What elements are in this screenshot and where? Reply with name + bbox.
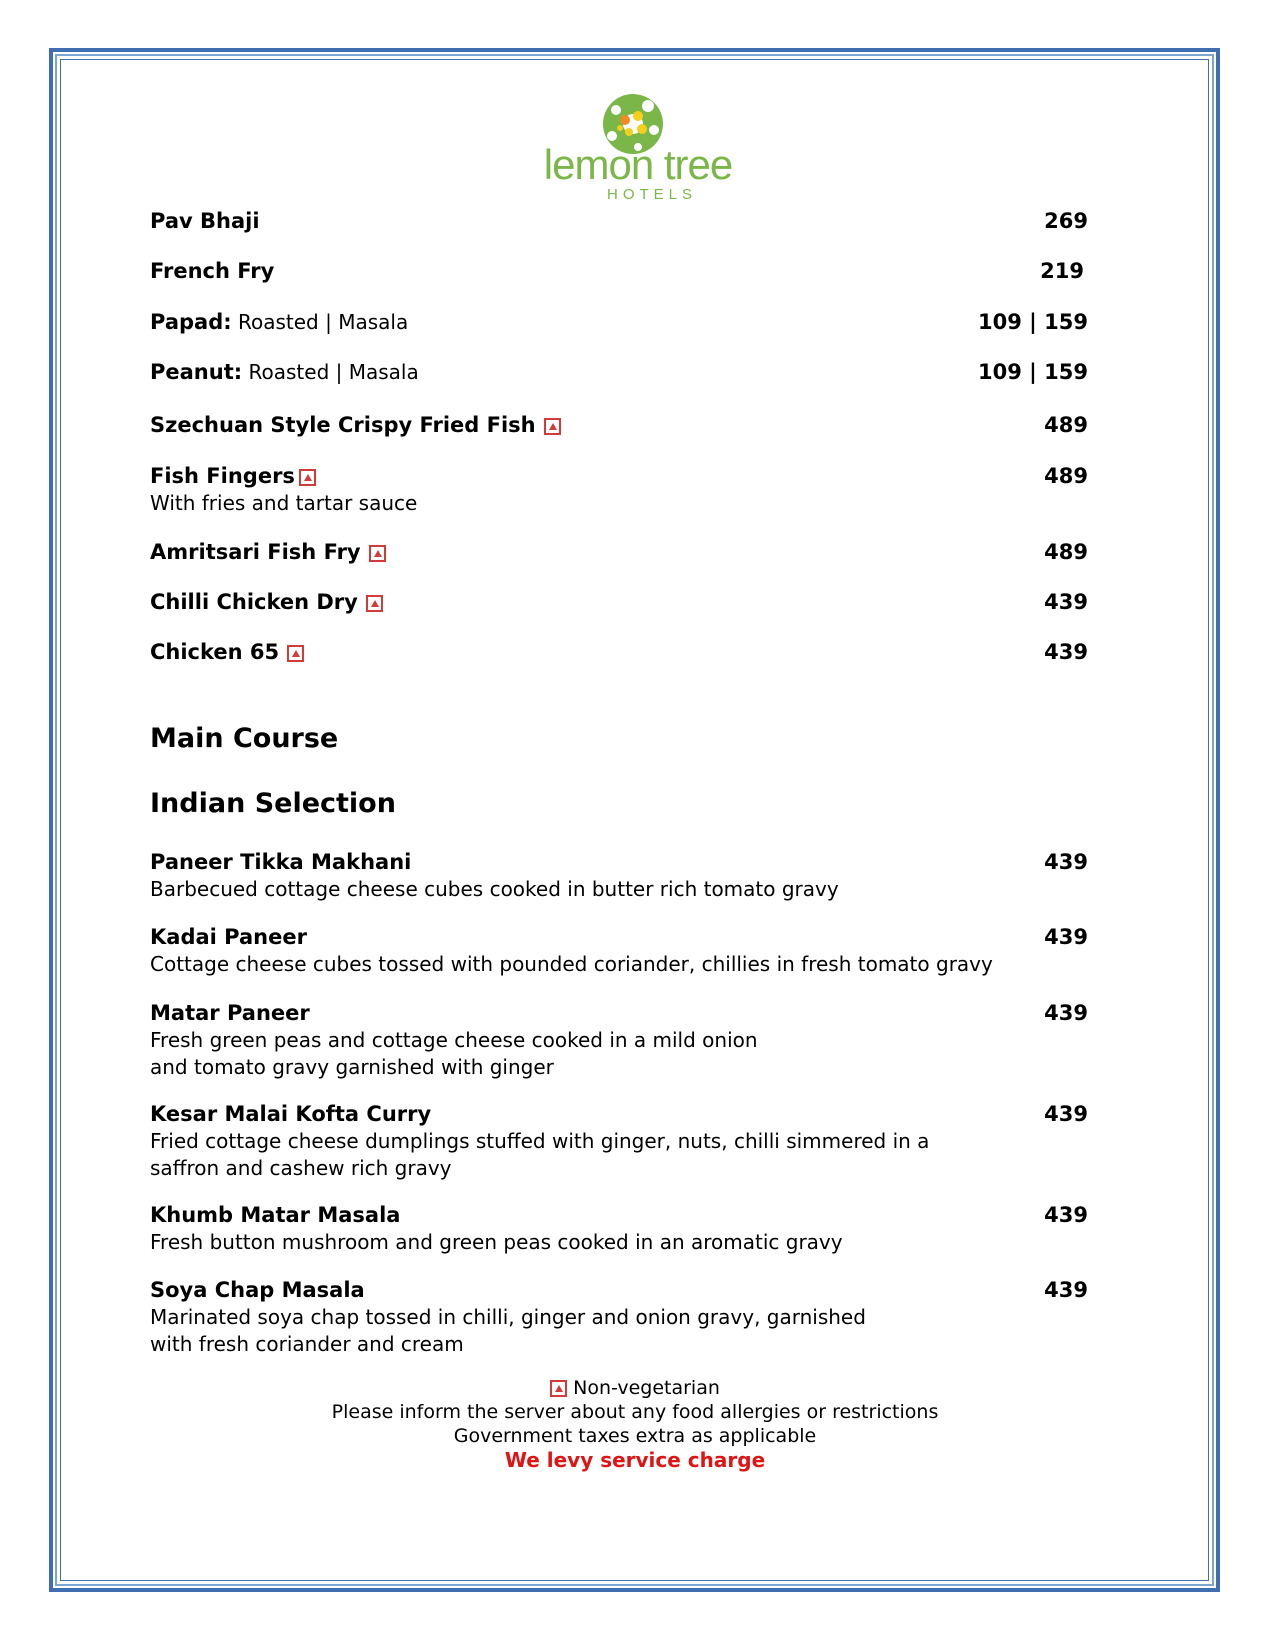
item-name: Fish Fingers xyxy=(150,464,295,488)
item-description-line2: saffron and cashew rich gravy xyxy=(150,1156,452,1180)
menu-item xyxy=(150,588,1088,616)
service-charge-note: We levy service charge xyxy=(504,1448,766,1472)
item-name: Matar Paneer xyxy=(150,1001,310,1025)
item-name: Peanut: xyxy=(150,360,243,384)
item-description: Barbecued cottage cheese cubes cooked in butter rich tomato gravy xyxy=(150,877,839,901)
item-price: 489 xyxy=(1044,540,1088,564)
menu-item xyxy=(150,638,1088,666)
menu-item xyxy=(150,257,1088,285)
item-price: 439 xyxy=(1044,1203,1088,1227)
item-price: 439 xyxy=(1044,640,1088,664)
non-veg-icon xyxy=(299,469,316,486)
menu-item xyxy=(150,538,1088,566)
non-veg-icon xyxy=(369,545,386,562)
menu-item xyxy=(150,923,1088,978)
item-price: 489 xyxy=(1044,413,1088,437)
item-name: Szechuan Style Crispy Fried Fish xyxy=(150,413,536,437)
menu-item xyxy=(150,411,1088,439)
menu-item xyxy=(150,1100,1088,1182)
item-options: Roasted | Masala xyxy=(242,360,419,384)
footer-notes xyxy=(150,1376,1120,1472)
menu-item xyxy=(150,1201,1088,1256)
logo-subtitle: HOTELS xyxy=(606,186,698,203)
taxes-note: Government taxes extra as applicable xyxy=(453,1425,817,1447)
item-description: Fresh green peas and cottage cheese cooked in a mild onion xyxy=(150,1028,758,1052)
item-price: 489 xyxy=(1044,464,1088,488)
section-heading-main-course: Main Course xyxy=(150,723,339,754)
menu-item xyxy=(150,358,1088,386)
item-description: Cottage cheese cubes tossed with pounded coriander, chillies in fresh tomato gravy xyxy=(150,952,993,976)
menu-item xyxy=(150,848,1088,903)
menu-item xyxy=(150,308,1088,336)
item-description-line2: and tomato gravy garnished with ginger xyxy=(150,1055,554,1079)
item-name: Amritsari Fish Fry xyxy=(150,540,361,564)
non-veg-icon xyxy=(544,418,561,435)
legend-line xyxy=(150,1376,1120,1400)
non-veg-icon xyxy=(366,595,383,612)
menu-item xyxy=(150,1276,1088,1358)
item-name: Pav Bhaji xyxy=(150,209,260,233)
item-name: French Fry xyxy=(150,259,275,283)
item-name: Chicken 65 xyxy=(150,640,280,664)
item-name: Papad: xyxy=(150,310,232,334)
legend-label: Non-vegetarian xyxy=(573,1377,720,1399)
section-heading-indian-selection: Indian Selection xyxy=(150,788,396,819)
item-description: Marinated soya chap tossed in chilli, ginger and onion gravy, garnished xyxy=(150,1305,866,1329)
item-name: Kadai Paneer xyxy=(150,925,307,949)
logo-wordmark: lemon tree xyxy=(543,141,733,188)
item-description-line2: with fresh coriander and cream xyxy=(150,1332,464,1356)
item-options: Roasted | Masala xyxy=(231,310,409,334)
item-name: Paneer Tikka Makhani xyxy=(150,850,412,874)
item-description: With fries and tartar sauce xyxy=(150,491,418,515)
menu-item xyxy=(150,999,1088,1081)
item-price: 439 xyxy=(1044,925,1088,949)
item-description: Fresh button mushroom and green peas cooked in an aromatic gravy xyxy=(150,1230,843,1254)
item-name: Soya Chap Masala xyxy=(150,1278,365,1302)
menu-item xyxy=(150,462,1088,517)
item-price: 439 xyxy=(1044,1278,1088,1302)
item-price: 439 xyxy=(1044,590,1088,614)
item-name: Khumb Matar Masala xyxy=(150,1203,401,1227)
item-name: Kesar Malai Kofta Curry xyxy=(150,1102,432,1126)
allergy-note: Please inform the server about any food allergies or restrictions xyxy=(331,1401,939,1423)
item-price: 269 xyxy=(1044,209,1088,233)
item-price: 439 xyxy=(1044,850,1088,874)
non-veg-icon xyxy=(550,1380,567,1397)
lemon-tree-logo xyxy=(530,92,750,212)
item-price: 439 xyxy=(1044,1102,1088,1126)
item-price: 109 | 159 xyxy=(978,360,1088,384)
item-price: 109 | 159 xyxy=(978,310,1088,334)
item-description: Fried cottage cheese dumplings stuffed with ginger, nuts, chilli simmered in a xyxy=(150,1129,930,1153)
non-veg-icon xyxy=(287,645,304,662)
item-name: Chilli Chicken Dry xyxy=(150,590,358,614)
menu-item xyxy=(150,207,1088,235)
item-price: 439 xyxy=(1044,1001,1088,1025)
item-price: 219 xyxy=(1040,259,1084,283)
